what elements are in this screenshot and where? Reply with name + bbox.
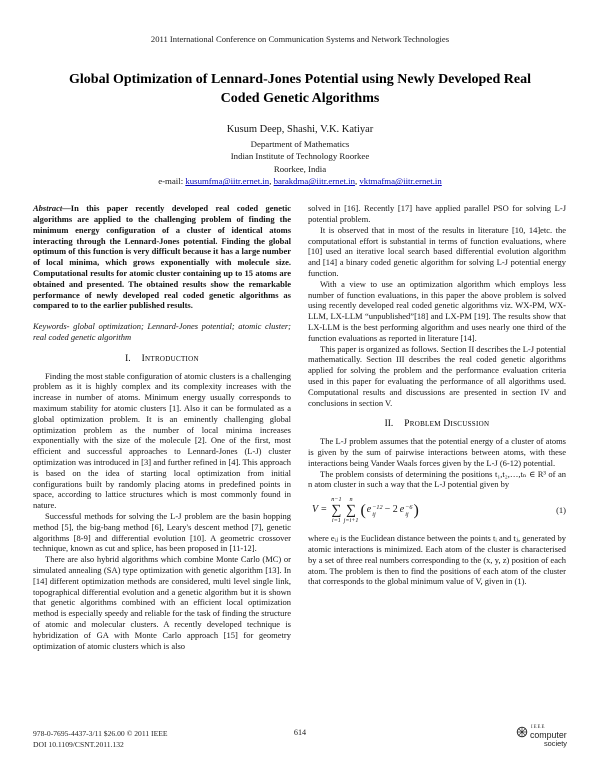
logo-text	[530, 726, 567, 748]
sigma-icon: ∑	[346, 502, 356, 518]
right-paren: )	[413, 501, 419, 519]
left-paren: (	[360, 501, 366, 519]
lj-potential-equation	[308, 497, 566, 524]
ieee-cs-emblem-icon	[516, 726, 528, 738]
right-column	[308, 203, 566, 651]
term-scripts	[372, 504, 382, 518]
term-subscript: ij	[372, 510, 376, 518]
problem-paragraph-8: The L-J problem assumes that the potential energy of a cluster of atoms is given by the sum of pairwise interactions between atoms, with these interactions being Vander Waals forces given by the L-J (6-12) potential.	[308, 436, 566, 468]
term-base: e	[399, 504, 405, 516]
section-number: II.	[384, 419, 394, 430]
section-title: Problem Discussion	[404, 419, 490, 430]
email-link-2[interactable]: barakdma@iitr.ernet.in	[273, 176, 355, 187]
sum-upper-limit: n	[349, 496, 353, 504]
term-subscript: ij	[405, 510, 409, 518]
term-base: e	[366, 504, 372, 516]
sum-lower-limit: i=1	[331, 516, 341, 524]
author-institute: Indian Institute of Technology Roorkee	[230, 151, 370, 162]
equation-number: (1)	[556, 505, 566, 516]
section-number: I.	[125, 353, 131, 364]
logo-society-label: society	[543, 739, 567, 749]
conference-header: 2011 International Conference on Communication Systems and Network Technologies	[150, 34, 450, 44]
footer-isbn-line: 978-0-7695-4437-3/11 $26.00 © 2011 IEEE	[33, 729, 168, 738]
paper-title: Global Optimization of Lennard-Jones Potential using Newly Developed Real Coded Genetic Algorithms	[69, 72, 531, 106]
attractive-term	[400, 504, 413, 518]
body-paragraph-6: With a view to use an optimization algorithm which employs less number of function evaluations, in this paper the above problem is solved using recently developed real coded genetic algorithms viz. WX-PM, WX-LLM, LX-LLM “unpublished”[18] and LX-PM [19]. The results show that LX-LLM is the best performing algorithm and uses nearly one third of the function evaluations as reported in literature [14].	[308, 278, 566, 343]
email-separator: ,	[269, 176, 274, 187]
footer-copyright-block	[33, 728, 168, 750]
problem-paragraph-10: where eᵢⱼ is the Euclidean distance between the points tᵢ and tⱼ, generated by atomic interactions is minimized. Each atom of the cluster is characterised by a set of three real numbers corresponding to the (x, y, z) position of each atom. The problem is then to find the positions of each atom of the cluster that corresponds to the global minimum value of V, given in (1).	[308, 533, 566, 587]
section-heading-introduction	[33, 354, 291, 365]
email-link-3[interactable]: vktmafma@iitr.ernet.in	[359, 176, 442, 187]
sum-upper-limit: n−1	[331, 496, 342, 504]
left-column	[33, 203, 291, 651]
keywords-paragraph	[33, 321, 291, 343]
sigma-icon: ∑	[331, 502, 342, 518]
intro-paragraph-1: Finding the most stable configuration of atomic clusters is a challenging problem as it is highly complex and its complexity increases with the increase in number of atoms. Minimum energy usually corresponds to maximum stability for atomic clusters [1]. Also it can be formulated as a global optimization problem. It is an eminently challenging global optimization problem as the number of local minima increases exponentially with the size of the molecule [2]. One of the first, most efficient and successful approaches to Lennard-Jones (L-J) cluster optimization was introduced in [3] and further refined in [4]. This approach is based on the idea of starting local optimization from initial configurations built by randomly placing atoms in predefined points in space, according to lattice structures which is most commonly found in nature.	[33, 370, 291, 511]
keywords-text: global optimization; Lennard-Jones potential; atomic cluster; real coded genetic algorithm	[33, 321, 292, 342]
sum-lower-limit: j=i+1	[343, 516, 359, 524]
body-paragraph-4: solved in [16]. Recently [17] have applied parallel PSO for solving L-J potential problem.	[308, 203, 566, 225]
abstract-text: In this paper recently developed real coded genetic algorithms are applied to the challenging problem of finding the minimum energy configuration of a cluster of identical atoms interacting through the Lennard-Jones potential. Finding the global optimum of this function is very difficult because it has a large number of local minima, which grows exponentially with molecule size. Computational results for atomic cluster containing up to 15 atoms are obtained and presented. The obtained results show the remarkable performance of newly developed real coded genetic algorithms as compared to to the earlier published results.	[33, 203, 291, 311]
term-scripts	[405, 504, 412, 518]
equation-body	[312, 497, 420, 524]
two-column-body	[33, 203, 567, 651]
outer-sum-symbol	[331, 497, 341, 524]
abstract-paragraph	[33, 203, 291, 311]
problem-paragraph-9: The problem consists of determining the positions t₁,t₂,…,tₙ ∈ R³ of an n atom cluster in such a way that the L-J potential given by	[308, 468, 566, 490]
ieee-computer-society-logo	[516, 726, 567, 748]
term-exponent: −6	[405, 503, 413, 511]
logo-ieee-label: IEEE	[530, 725, 546, 730]
author-names: Kusum Deep, Shashi, V.K. Katiyar	[226, 123, 374, 135]
equation-lhs: V =	[312, 504, 328, 516]
intro-paragraph-2: Successful methods for solving the L-J problem are the basin hopping method [5], the big-bang method [6], Leary's descent method [7], genetic algorithms [8-9] and differential evolution [10]. A geometric crossover technique, known as cut and splice, has been proposed in [11-12].	[33, 510, 291, 554]
term-exponent: −12	[372, 503, 383, 511]
email-separator: ,	[354, 176, 360, 187]
page-number: 614	[293, 728, 307, 737]
section-heading-problem-discussion	[308, 419, 566, 430]
body-paragraph-5: It is observed that in most of the results in literature [10, 14]etc. the computational effort is substantial in terms of function evaluations, where [10] used an iterative local search based differential evolution algorithm and [14] a binary coded genetic algorithm for solving L-J potential energy function.	[308, 224, 566, 279]
author-city: Roorkee, India	[273, 163, 327, 174]
intro-paragraph-3: There are also hybrid algorithms which combine Monte Carlo (MC) or simulated annealing (SA) type optimization with genetic algorithm [13]. In [14] different optimization methods are considered, multi level single link, topographical differential evolution and a genetic algorithm but it is shown that genetic algorithms combined with an efficient local optimization method is especially speedy and reliable for the task of finding the structure of atomic and molecular clusters. A recently developed technique is hybridization of GA with Monte Carlo approach [15] for geometry optimization of atomic clusters which is also	[33, 554, 291, 651]
email-link-1[interactable]: kusumfma@iitr.ernet.in	[185, 176, 270, 187]
email-label: e-mail:	[158, 176, 186, 187]
repulsive-term	[367, 504, 383, 518]
section-title: Introduction	[141, 353, 199, 364]
inner-sum-symbol	[344, 497, 359, 524]
author-department: Department of Mathematics	[250, 138, 350, 149]
body-paragraph-7: This paper is organized as follows. Section II describes the L-J potential mathematically. Section III describes the real coded genetic algorithms applied for solving the problem and the performance evaluation criteria used in this paper for evaluating the performance of all algorithms used. Computational results and discussions are presented in section IV and conclusions in section V.	[308, 343, 566, 408]
logo-computer-label: computer	[529, 729, 567, 740]
abstract-label: Abstract—	[33, 203, 71, 214]
keywords-label: Keywords-	[33, 321, 74, 332]
authors-block	[33, 124, 567, 186]
footer-doi-line: DOI 10.1109/CSNT.2011.132	[33, 740, 124, 749]
footer	[33, 725, 567, 750]
equation-operator: − 2	[384, 504, 398, 516]
email-line	[33, 176, 567, 186]
